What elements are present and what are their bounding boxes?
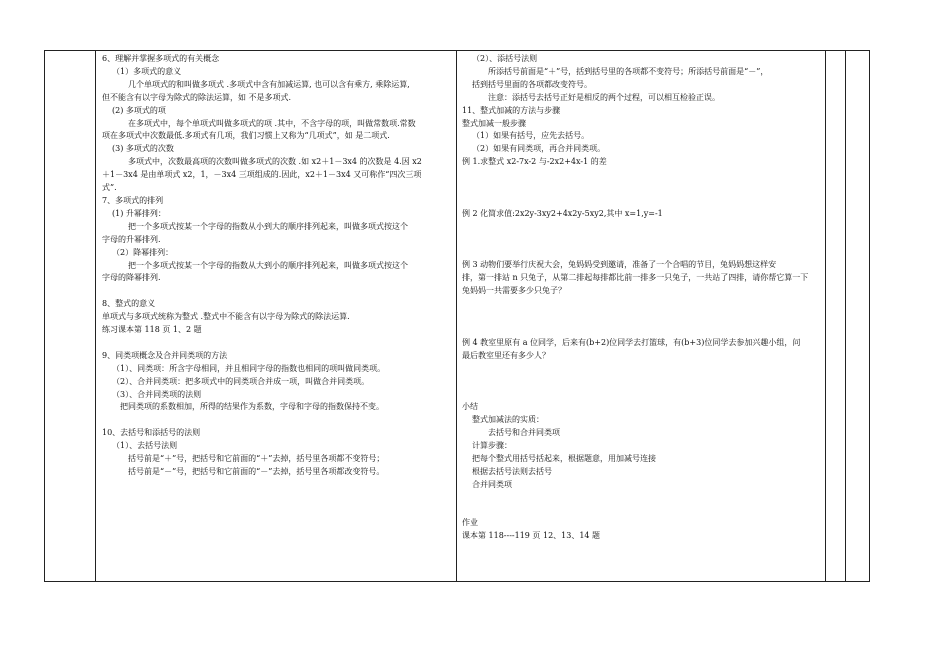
left-text-line: 把一个多项式按某一个字母的指数从大到小的顺序排列起来，叫做多项式按这个 (128, 260, 408, 270)
right-text-line: 例 4 教室里原有 a 位同学，后来有(b+2)位同学去打篮球，有(b+3)位同学去参加兴趣小组，问 (462, 337, 801, 347)
left-text-line (102, 414, 457, 427)
left-text-line: 7、多项式的排列 (102, 195, 164, 205)
left-text-line: 字母的降幂排列. (102, 273, 161, 283)
left-text-line: 括号前是“＋”号，把括号和它前面的“＋”去掉，括号里各项都不变符号； (128, 454, 385, 464)
left-text-line: 8、整式的意义 (102, 299, 156, 309)
right-text-line: 根据去括号法则去括号 (472, 466, 552, 476)
right-text-line (462, 324, 828, 337)
left-text-line: 多项式中，次数最高项的次数叫做多项式的次数 .如 x2＋1－3x4 的次数是 4.因 x2 (128, 157, 422, 167)
left-text-line: （1）、去括号法则 (112, 441, 178, 451)
right-text-line: 把每个整式用括号括起来，根据题意，用加减号连接 (472, 453, 656, 463)
column-divider (95, 51, 96, 581)
column-divider (845, 51, 846, 581)
left-text-line (102, 337, 457, 350)
right-text-line (462, 388, 828, 401)
left-text-line: 9、同类项概念及合并同类项的方法 (102, 350, 228, 360)
right-text-line (462, 182, 828, 195)
right-text-line: 合并同类项 (472, 479, 512, 489)
right-text-line: 去括号和合并同类项 (488, 428, 560, 438)
left-text-line: （2）、合并同类项：把多项式中的同类项合并成一项，叫做合并同类项。 (112, 376, 370, 386)
left-text-line: (3) 多项式的次数 (112, 144, 174, 154)
right-text-line: 计算步骤： (472, 441, 512, 450)
right-text-line (462, 195, 828, 208)
right-text-line (462, 492, 828, 505)
left-text-line: 项在多项式中次数最低.多项式有几项，我们习惯上又称为“几项式”，如 是二项式. (102, 131, 390, 141)
left-text-line: 单项式与多项式统称为整式 .整式中不能含有以字母为除式的除法运算. (102, 312, 350, 322)
left-text-line: ＋1－3x4 是由单项式 x2，1，－3x4 三项组成的.因此，x2＋1－3x4 又可称作“四次三项 (102, 170, 422, 180)
left-text-line: 式”. (102, 183, 117, 193)
right-text-line: 兔妈妈一共需要多少只兔子？ (462, 286, 566, 296)
left-text-line: 字母的升幂排列. (102, 234, 161, 244)
right-text-line: 例 3 动物们要举行庆祝大会，兔妈妈受到邀请，准备了一个合唱的节目，兔妈妈想这样安 (462, 260, 777, 270)
right-text-line (462, 505, 828, 518)
right-text-line: 排，第一排站 n 只兔子，从第二排起每排都比前一排多一只兔子，一共站了四排，请你帮它算一下 (462, 273, 809, 283)
right-text-line: 课本第 118----119 页 12、13、14 题 (462, 531, 601, 541)
right-text-line: 例 1.求整式 x2-7x-2 与-2x2+4x-1 的差 (462, 157, 607, 167)
left-text-line: 在多项式中，每个单项式叫做多项式的项 .其中，不含字母的项，叫做常数项.常数 (128, 118, 416, 128)
left-text-line: 括号前是“－”号，把括号和它前面的“－”去掉，括号里各项都改变符号。 (128, 466, 385, 476)
right-text-line: （2）如果有同类项，再合并同类项。 (472, 144, 606, 154)
right-text-line (462, 376, 828, 389)
left-text-line: 把同类项的系数相加，所得的结果作为系数，字母和字母的指数保持不变。 (120, 402, 384, 412)
left-text-line: (1) 升幂排列： (112, 208, 166, 218)
right-text-line (462, 234, 828, 247)
left-text-line: 把一个多项式按某一个字母的指数从小到大的顺序排列起来，叫做多项式按这个 (128, 221, 408, 231)
left-text-line: 10、去括号和添括号的法则 (102, 428, 201, 438)
left-text-line: 练习课本第 118 页 1、2 题 (102, 325, 202, 335)
right-text-line: 作业 (462, 518, 478, 528)
right-text-line: 例 2 化简求值:2x2y-3xy2+4x2y-5xy2,其中 x=1,y=-1 (462, 208, 663, 218)
right-text-line: 括到括号里面的各项都改变符号。 (472, 79, 592, 89)
left-text-line: 6、理解并掌握多项式的有关概念 (102, 54, 220, 63)
right-text-line: 整式加减法的实质： (472, 415, 544, 425)
right-text-line (462, 247, 828, 260)
right-text-line (462, 169, 828, 182)
left-text-line: （1）多项式的意义 (112, 66, 182, 76)
left-text-line: 但不能含有以字母为除式的除法运算，如 不是多项式. (102, 92, 292, 102)
right-text-line: （1）如果有括号，应先去括号。 (472, 131, 590, 141)
right-text-line: 整式加减一般步骤 (462, 118, 526, 128)
left-text-line: （2）降幂排列： (112, 247, 174, 257)
right-text-line: 注意：添括号去括号正好是相反的两个过程，可以相互检验正误。 (488, 92, 720, 102)
right-text-line: 小结 (462, 402, 478, 412)
left-text-line: （3）、合并同类项的法则 (112, 389, 202, 399)
left-text-line: (2) 多项式的项 (112, 105, 166, 115)
left-text-line: （1）、同类项：所含字母相同，并且相同字母的指数也相同的项叫做同类项。 (112, 363, 386, 373)
left-text-line (102, 285, 457, 298)
right-text-line: 11、整式加减的方法与步骤 (462, 105, 561, 115)
left-text-line: 几个单项式的和叫做多项式 .多项式中含有加减运算, 也可以含有乘方, 乘除运算, (128, 79, 410, 89)
right-text-line (462, 363, 828, 376)
right-text-line (462, 311, 828, 324)
right-text-line (462, 298, 828, 311)
right-content-column (462, 53, 828, 543)
right-text-line (462, 221, 828, 234)
left-content-column (102, 53, 457, 479)
right-text-line: 所添括号前面是“＋”号，括到括号里的各项都不变符号；所添括号前面是“－”， (488, 66, 769, 76)
right-text-line: 最后教室里还有多少人？ (462, 350, 550, 360)
right-text-line: （2）、添括号法则 (472, 54, 538, 63)
